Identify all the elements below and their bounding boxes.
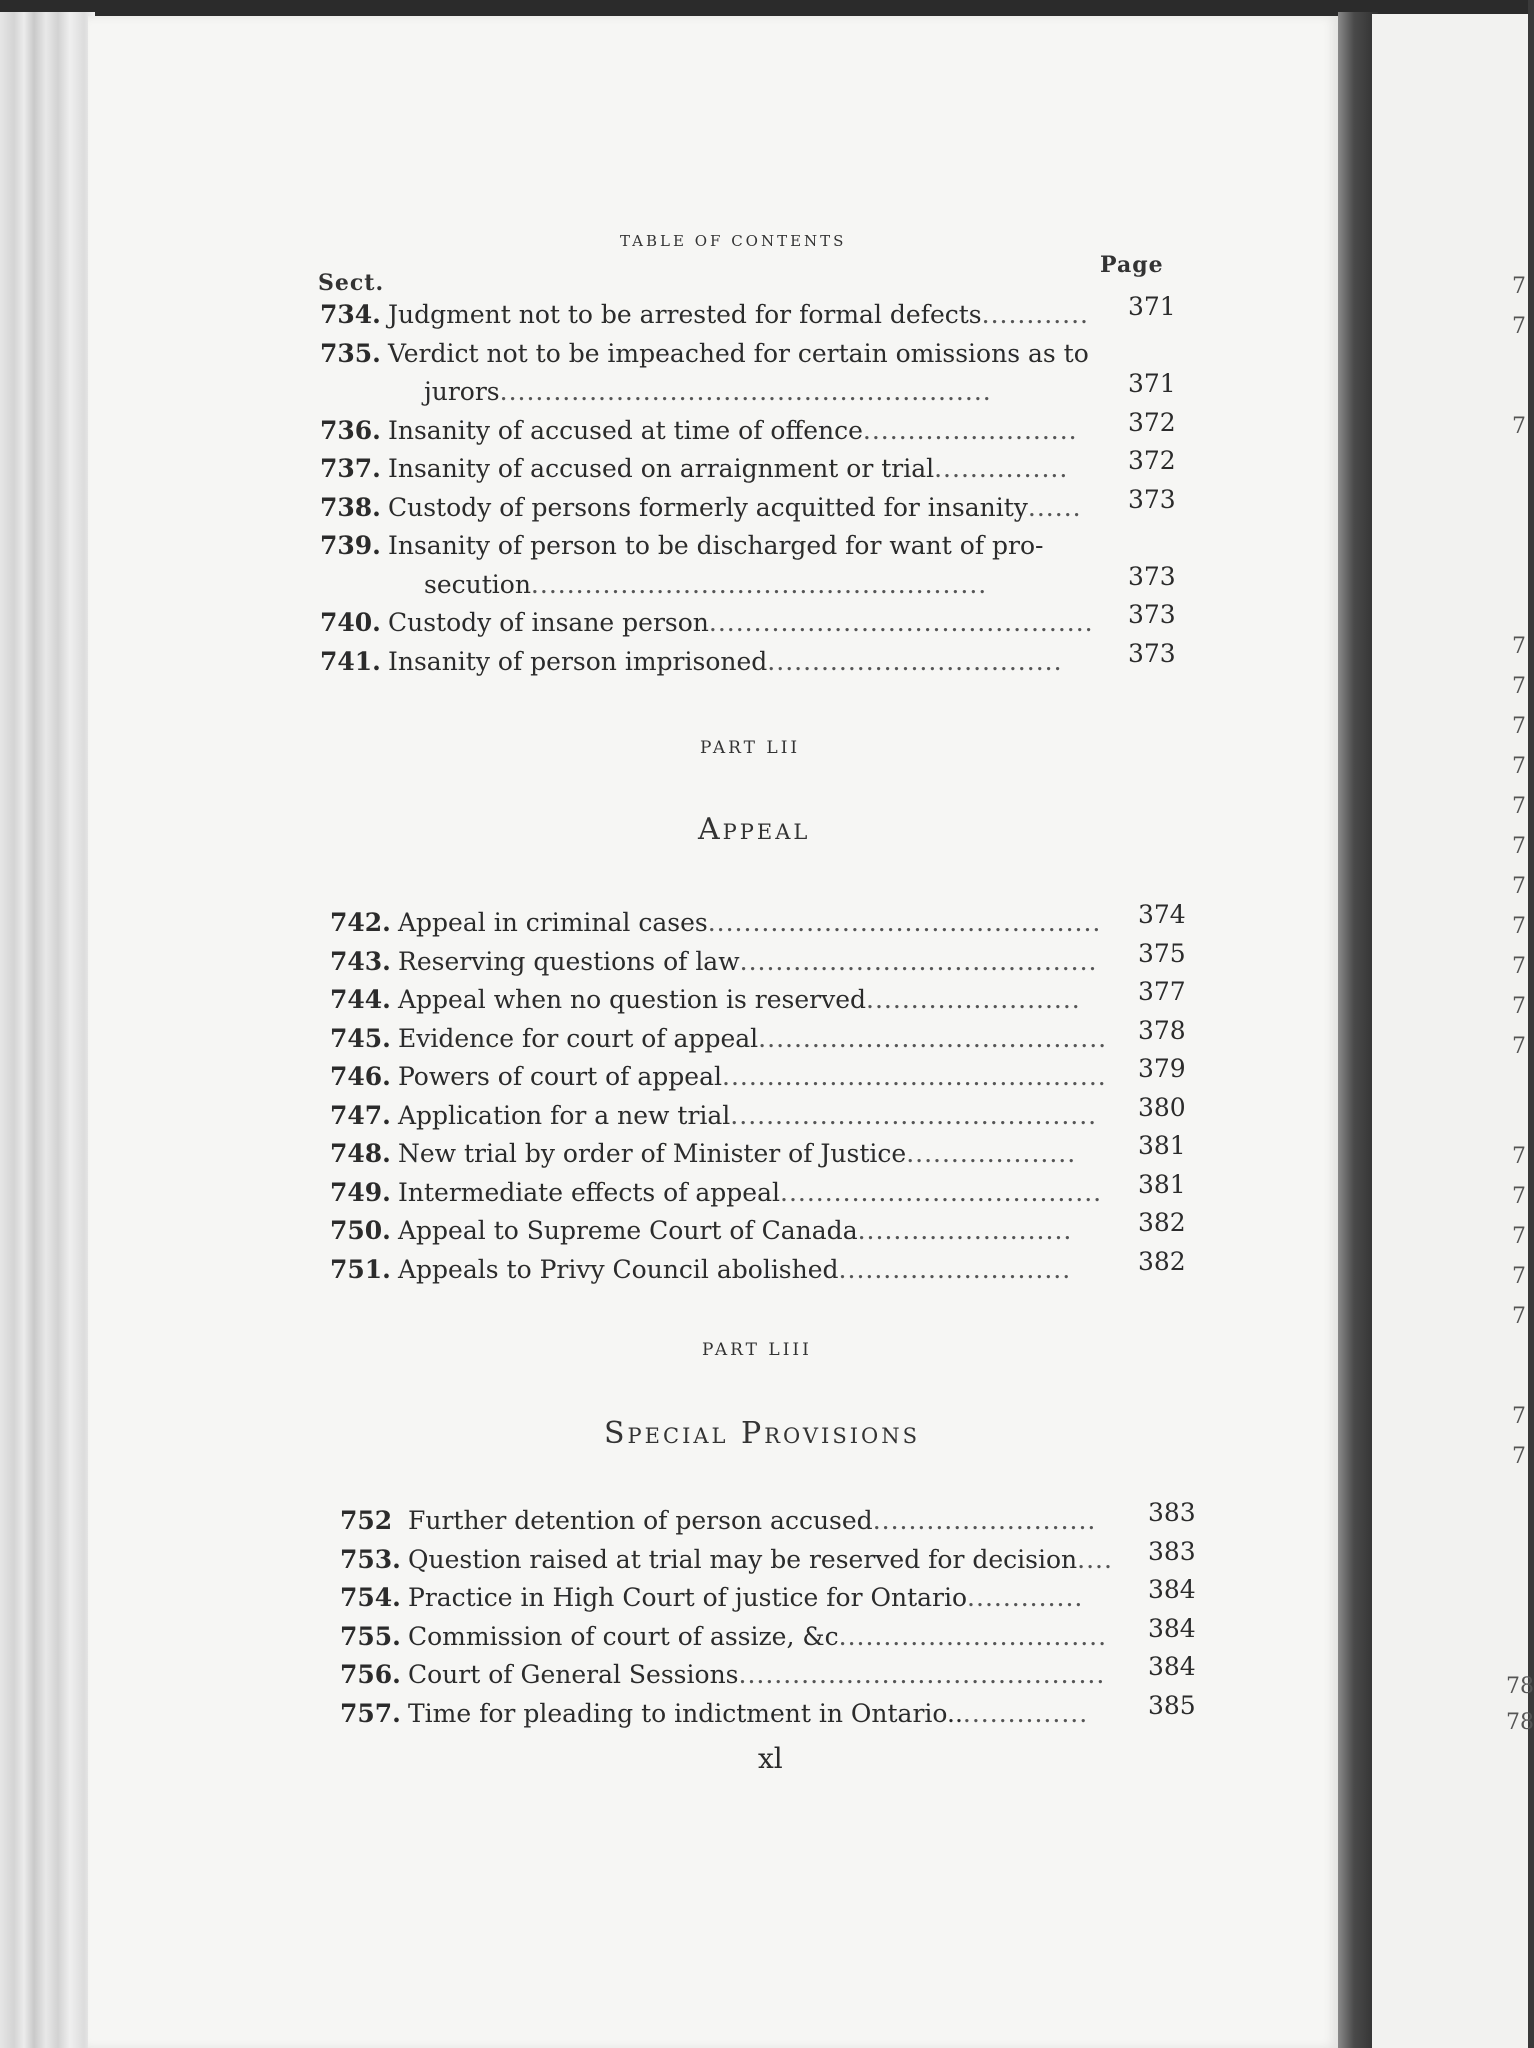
page-number: 384 [1148, 1575, 1196, 1604]
section-number: 752 [340, 1506, 393, 1535]
facing-page-text: 7 [1512, 634, 1526, 659]
section-number: 756. [340, 1660, 401, 1689]
leader-dots: ............ [981, 300, 1089, 329]
section-number: 740. [320, 608, 381, 637]
section-number: 741. [320, 646, 381, 676]
toc-entry [320, 647, 1063, 677]
leader-dots: ............. [967, 1583, 1084, 1612]
leader-dots: ................................................... [530, 569, 988, 599]
part-lii-label: PART LII [700, 738, 801, 758]
section-number: 734. [320, 300, 381, 329]
leader-dots: .............. [962, 1698, 1089, 1728]
section-title: Appeal in criminal cases [398, 908, 708, 937]
page-number: 382 [1138, 1208, 1186, 1237]
facing-page-text: 7 [1512, 1404, 1526, 1429]
toc-entry [330, 1216, 1072, 1246]
page-number: 372 [1128, 407, 1176, 437]
leader-dots: ...... [1027, 492, 1082, 522]
facing-page-text: 7 [1512, 714, 1526, 739]
section-title: jurors [424, 377, 500, 406]
section-number: 746. [330, 1062, 391, 1091]
section-title: Insanity of accused at time of offence [388, 415, 863, 445]
page-number: 371 [1128, 369, 1176, 398]
toc-entry [330, 947, 1098, 977]
toc-entry [340, 1660, 1105, 1690]
leader-dots: ............................................ [707, 908, 1102, 937]
toc-entry [424, 377, 992, 407]
toc-entry [330, 1101, 1097, 1131]
facing-page-text: 7 [1512, 954, 1526, 979]
section-title: Application for a new trial [398, 1100, 731, 1130]
leader-dots: ......................................... [738, 1660, 1106, 1689]
page-number: 373 [1128, 561, 1176, 591]
section-title: Time for pleading to indictment in Ontario.. [408, 1698, 963, 1728]
section-number: 757. [340, 1698, 401, 1728]
toc-entry [330, 1178, 1102, 1208]
section-title: Court of General Sessions [408, 1660, 739, 1689]
leader-dots: .......................... [838, 1254, 1072, 1284]
toc-entry [330, 1139, 1076, 1169]
page-number: 380 [1138, 1092, 1186, 1122]
facing-page-text: 7 [1512, 994, 1526, 1019]
section-number: 755. [340, 1621, 401, 1651]
leader-dots: ......................... [872, 1506, 1097, 1535]
section-title: Appeals to Privy Council abolished [398, 1254, 839, 1284]
leader-dots: ............... [934, 454, 1069, 483]
facing-page-text: 7 [1512, 754, 1526, 779]
toc-entry [320, 300, 1089, 330]
section-number: 744. [330, 985, 391, 1014]
column-header-page: Page [1100, 252, 1164, 278]
column-header-sect: Sect. [318, 270, 385, 296]
toc-entry [330, 1255, 1071, 1285]
page-number: 382 [1138, 1246, 1186, 1276]
leader-dots: ........................................... [722, 1062, 1107, 1091]
facing-page-text: 7 [1512, 794, 1526, 819]
section-title: Powers of court of appeal [398, 1062, 722, 1091]
section-title: secution [424, 569, 531, 599]
section-title: New trial by order of Minister of Justice [398, 1139, 907, 1168]
section-number: 742. [330, 908, 391, 937]
facing-page-text: 78 [1506, 1674, 1534, 1699]
page-number: 371 [1128, 292, 1176, 321]
page-number: 381 [1138, 1131, 1186, 1160]
leader-dots: ........................................ [739, 946, 1098, 976]
section-number: 754. [340, 1583, 401, 1612]
section-title: Commission of court of assize, &c [408, 1621, 839, 1651]
section-title: Insanity of person imprisoned [388, 646, 768, 676]
facing-page-text: 7 [1512, 1304, 1526, 1329]
page-number: 374 [1138, 900, 1186, 929]
toc-entry [340, 1583, 1083, 1613]
section-title: Further detention of person accused [408, 1506, 873, 1535]
leader-dots: .................................... [780, 1177, 1103, 1207]
facing-page-text: 7 [1512, 674, 1526, 699]
running-head: TABLE OF CONTENTS [620, 232, 847, 250]
section-number: 750. [330, 1216, 391, 1245]
leader-dots: ................................. [767, 646, 1063, 676]
leader-dots: ....................................... [758, 1023, 1108, 1053]
section-number: 745. [330, 1023, 391, 1053]
page-number: 384 [1148, 1652, 1196, 1681]
facing-page-text: 7 [1512, 1264, 1526, 1289]
toc-entry [330, 1062, 1107, 1092]
section-number: 739. [320, 531, 381, 560]
section-title: Evidence for court of appeal [398, 1023, 759, 1053]
toc-entry [320, 608, 1094, 638]
page-number: 373 [1128, 484, 1176, 514]
page-number: 373 [1128, 600, 1176, 629]
toc-entry [340, 1545, 1113, 1575]
section-title: Appeal when no question is reserved [398, 985, 867, 1014]
facing-page-text: 7 [1512, 1034, 1526, 1059]
toc-entry [320, 454, 1068, 484]
section-number: 737. [320, 454, 381, 483]
toc-entry [330, 908, 1101, 938]
page-number: 375 [1138, 938, 1186, 968]
leader-dots: .... [1077, 1544, 1113, 1574]
leader-dots: ................... [906, 1139, 1077, 1168]
section-title: Judgment not to be arrested for formal defects [388, 300, 982, 329]
toc-entry [320, 531, 1043, 561]
toc-entry [320, 416, 1078, 446]
section-title: Reserving questions of law [398, 946, 740, 976]
section-number: 747. [330, 1100, 391, 1130]
leader-dots: ........................ [866, 985, 1081, 1014]
section-number: 751. [330, 1254, 391, 1284]
toc-entry [340, 1622, 1107, 1652]
page-number: 378 [1138, 1015, 1186, 1045]
section-number: 749. [330, 1177, 391, 1207]
facing-page-text: 7 [1512, 834, 1526, 859]
facing-page-text: 7 [1512, 874, 1526, 899]
facing-page-text: 7 [1512, 1144, 1526, 1169]
section-title: Verdict not to be impeached for certain omissions as to [388, 338, 1089, 368]
facing-page-text: 7 [1512, 1224, 1526, 1249]
toc-entry [320, 493, 1082, 523]
toc-entry [340, 1506, 1096, 1536]
page-number: 381 [1138, 1169, 1186, 1199]
section-title: Appeal to Supreme Court of Canada [398, 1216, 858, 1245]
facing-page-text: 7 [1512, 414, 1526, 439]
section-number: 736. [320, 415, 381, 445]
section-title: Question raised at trial may be reserved for decision [408, 1544, 1078, 1574]
page-number: 384 [1148, 1613, 1196, 1643]
page-number: 372 [1128, 446, 1176, 475]
facing-page-text: 7 [1512, 274, 1526, 299]
leader-dots: .............................. [838, 1621, 1108, 1651]
section-number: 753. [340, 1544, 401, 1574]
section-number: 738. [320, 492, 381, 522]
toc-entry [330, 1024, 1107, 1054]
section-title: Insanity of accused on arraignment or trial [388, 454, 935, 483]
section-title: Custody of insane person [388, 608, 709, 637]
section-number: 743. [330, 946, 391, 976]
facing-page-text: 7 [1512, 914, 1526, 939]
page-number: 383 [1148, 1498, 1196, 1527]
page-number: 377 [1138, 977, 1186, 1006]
facing-page-text: 7 [1512, 1184, 1526, 1209]
leader-dots: ....................................................... [499, 377, 992, 406]
part-liii-label: PART LIII [702, 1340, 812, 1360]
section-number: 735. [320, 338, 381, 368]
section-title: Intermediate effects of appeal [398, 1177, 780, 1207]
leader-dots: ........................ [862, 415, 1078, 445]
section-title: Practice in High Court of justice for Ontario [408, 1583, 968, 1612]
leader-dots: ......................................... [730, 1100, 1098, 1130]
toc-entry [424, 570, 987, 600]
leader-dots: ........................ [857, 1216, 1073, 1245]
page-number: 379 [1138, 1054, 1186, 1083]
page-number: 385 [1148, 1690, 1196, 1720]
section-number: 748. [330, 1139, 391, 1168]
leader-dots: ........................................... [708, 608, 1094, 637]
section-title: Custody of persons formerly acquitted for insanity [388, 492, 1028, 522]
page-folio: xl [758, 1742, 783, 1775]
toc-entry [340, 1699, 1088, 1729]
part-lii-title: Appeal [698, 812, 811, 847]
toc-entry [320, 339, 1089, 369]
page-number: 373 [1128, 638, 1176, 668]
toc-entry [330, 985, 1081, 1015]
page-number: 383 [1148, 1536, 1196, 1566]
facing-page-text: 7 [1512, 314, 1526, 339]
section-title: Insanity of person to be discharged for want of pro- [388, 531, 1044, 560]
facing-page-text: 78 [1506, 1710, 1534, 1735]
part-liii-title: Special Provisions [604, 1416, 920, 1451]
facing-page-text: 7 [1512, 1444, 1526, 1469]
